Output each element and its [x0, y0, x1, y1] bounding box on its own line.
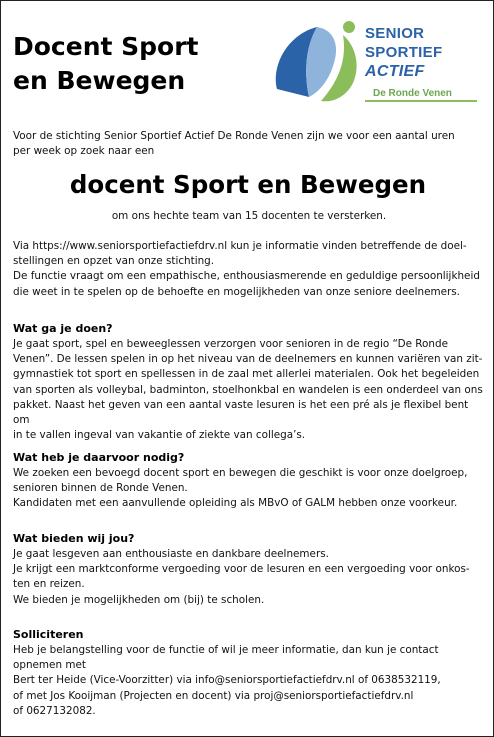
section-line: ten en reizen. — [13, 578, 85, 591]
section-line: of 0627132082. — [13, 704, 96, 717]
section-line: Bert ter Heide (Vice-Voorzitter) via info@seniorsportiefactiefdrv.nl of 0638532119, — [13, 674, 441, 687]
section-line: van sporten als volleybal, badminton, stoelhonkbal en wandelen is een onderdeel van ons — [13, 383, 483, 396]
page-title-line-2: en Bewegen — [13, 66, 186, 95]
section-line: in te vallen ingeval van vakantie of ziekte van collega’s. — [13, 429, 306, 442]
section-body-solliciteren — [13, 643, 485, 719]
section-line: Venen”. De lessen spelen in op het niveau van de deelnemers en kunnen variëren van zit- — [13, 353, 483, 366]
page-title-line-1: Docent Sport — [13, 32, 199, 61]
team-line: om ons hechte team van 15 docenten te versterken. — [111, 210, 387, 222]
section-line: We bieden je mogelijkheden om (bij) te scholen. — [13, 593, 265, 606]
intro-line-1: Voor de stichting Senior Sportief Actief De Ronde Venen zijn we voor een aantal uren — [13, 130, 455, 142]
logo-swoosh-icon — [269, 19, 365, 109]
section-line: Heb je belangstelling voor de functie of wil je meer informatie, dan kun je contact — [13, 644, 439, 656]
intro-line-2: per week op zoek naar een — [13, 145, 155, 158]
section-line: Je krijgt een marktconforme vergoeding voor de lesuren en een vergoeding voor onkos- — [13, 563, 470, 576]
section-line: opnemen met — [13, 659, 86, 672]
section-heading-solliciteren: Solliciteren — [13, 628, 84, 641]
page-title — [13, 30, 253, 98]
section-heading-wat-ga-je-doen: Wat ga je doen? — [13, 322, 113, 335]
description-line: Via https://www.seniorsportiefactiefdrv.nl kun je informatie vinden betreffende de doel- — [13, 240, 467, 252]
section-line: Je gaat lesgeven aan enthousiaste en dankbare deelnemers. — [13, 548, 329, 560]
logo-subtitle: De Ronde Venen — [373, 88, 452, 99]
section-line: Je gaat sport, spel en beweeglessen verzorgen voor senioren in de regio “De Ronde — [13, 338, 448, 350]
section-line: senioren binnen de Ronde Venen. — [13, 482, 188, 495]
section-heading-wat-heb-je-nodig: Wat heb je daarvoor nodig? — [13, 451, 185, 464]
job-title: docent Sport en Bewegen — [69, 170, 427, 199]
section-body-wat-bieden-wij — [13, 547, 485, 608]
description-line: stellingen en opzet van onze stichting. — [13, 255, 215, 268]
description-paragraph — [13, 239, 485, 300]
organization-logo — [269, 19, 483, 109]
logo-text-senior: SENIOR — [365, 25, 425, 42]
section-line: pakket. Naast het geven van een aantal vaste lesuren is het een pré als je flexibel bent om — [13, 398, 469, 427]
section-line: Kandidaten met een aanvullende opleiding als MBvO of GALM hebben onze voorkeur. — [13, 497, 458, 510]
intro-paragraph — [13, 129, 485, 159]
section-heading-wat-bieden-wij: Wat bieden wij jou? — [13, 532, 135, 545]
description-line: die weet in te spelen op de behoefte en mogelijkheden van onze seniore deelnemers. — [13, 285, 460, 298]
section-line: gymnastiek tot sport en spellessen in de zaal met allerlei materialen. Ook het begeleiden — [13, 368, 480, 381]
logo-underline — [365, 100, 477, 102]
description-line: De functie vraagt om een empathische, enthousiasmerende en geduldige persoonlijkheid — [13, 270, 480, 283]
section-body-wat-ga-je-doen — [13, 337, 485, 443]
section-line: of met Jos Kooijman (Projecten en docent) via proj@seniorsportiefactiefdrv.nl — [13, 689, 414, 702]
section-line: We zoeken een bevoegd docent sport en bewegen die geschikt is voor onze doelgroep, — [13, 467, 468, 479]
section-body-wat-heb-je-nodig — [13, 466, 485, 512]
logo-text-sportief: SPORTIEF — [365, 44, 443, 61]
logo-text-actief: ACTIEF — [365, 63, 425, 80]
